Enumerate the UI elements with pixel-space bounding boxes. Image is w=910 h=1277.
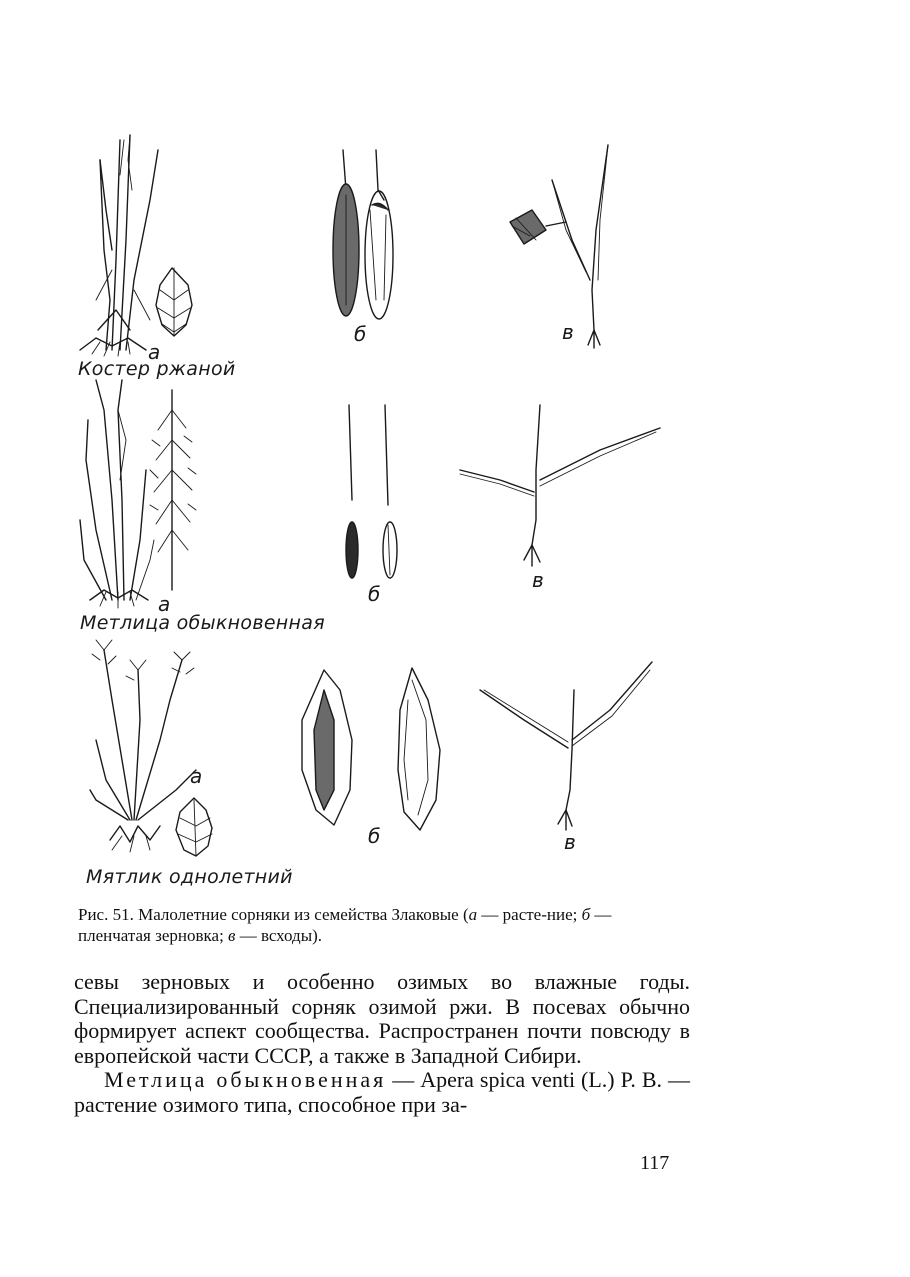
caption-a-letter: а: [468, 905, 478, 924]
silky-bent-grain-drawing: [346, 405, 397, 578]
rye-brome-grain-drawing: [333, 150, 393, 319]
row1-label-a: а: [148, 340, 161, 364]
silky-bent-seedling-drawing: [460, 405, 660, 566]
caption-b-letter: б: [581, 905, 591, 924]
row1-plant-name: Костер ржаной: [78, 358, 236, 380]
caption-b-text: — пленчатая зерновка;: [78, 905, 612, 945]
page-number: 117: [640, 1152, 670, 1174]
row3-plant-name: Мятлик однолетний: [86, 866, 293, 888]
row2-plant-name: Метлица обыкновенная: [80, 612, 325, 634]
row2-label-a: а: [158, 592, 171, 616]
row3-label-v: в: [564, 830, 576, 854]
caption-v-text: — всходы).: [235, 926, 323, 945]
annual-bluegrass-grain-drawing: [302, 668, 440, 830]
row1-label-v: в: [562, 320, 574, 344]
caption-prefix: Рис. 51. Малолетние сорняки из семейства Злаковые (: [78, 905, 469, 924]
silky-bent-plant-drawing: [80, 380, 196, 608]
annual-bluegrass-seedling-drawing: [480, 662, 652, 830]
rye-brome-seedling-drawing: [510, 145, 608, 348]
row3-label-a: а: [190, 764, 203, 788]
caption-a-text: — расте-ние;: [477, 905, 582, 924]
figure-caption: [78, 904, 678, 946]
caption-v-letter: в: [228, 926, 236, 945]
paragraph-1: севы зерновых и особенно озимых во влажные годы. Специализированный сорняк озимой ржи. В посевах обычно формирует аспект сообщества. Распространен почти повсюду в европейской части СССР, а также в Западной Сибири.: [74, 969, 690, 1068]
paragraph-2: [74, 1068, 690, 1117]
annual-bluegrass-plant-drawing: [90, 640, 212, 856]
rye-brome-plant-drawing: [80, 135, 192, 356]
row3-label-b: б: [368, 824, 381, 848]
paragraph-2-term: Метлица обыкновенная: [104, 1067, 387, 1092]
body-text: [74, 970, 690, 1117]
row2-label-b: б: [368, 582, 381, 606]
row2-label-v: в: [532, 568, 544, 592]
row1-label-b: б: [354, 322, 367, 346]
paragraph-2-rest: — Apera spica venti (L.) P. B. — растение озимого типа, способное при за-: [74, 1067, 690, 1117]
